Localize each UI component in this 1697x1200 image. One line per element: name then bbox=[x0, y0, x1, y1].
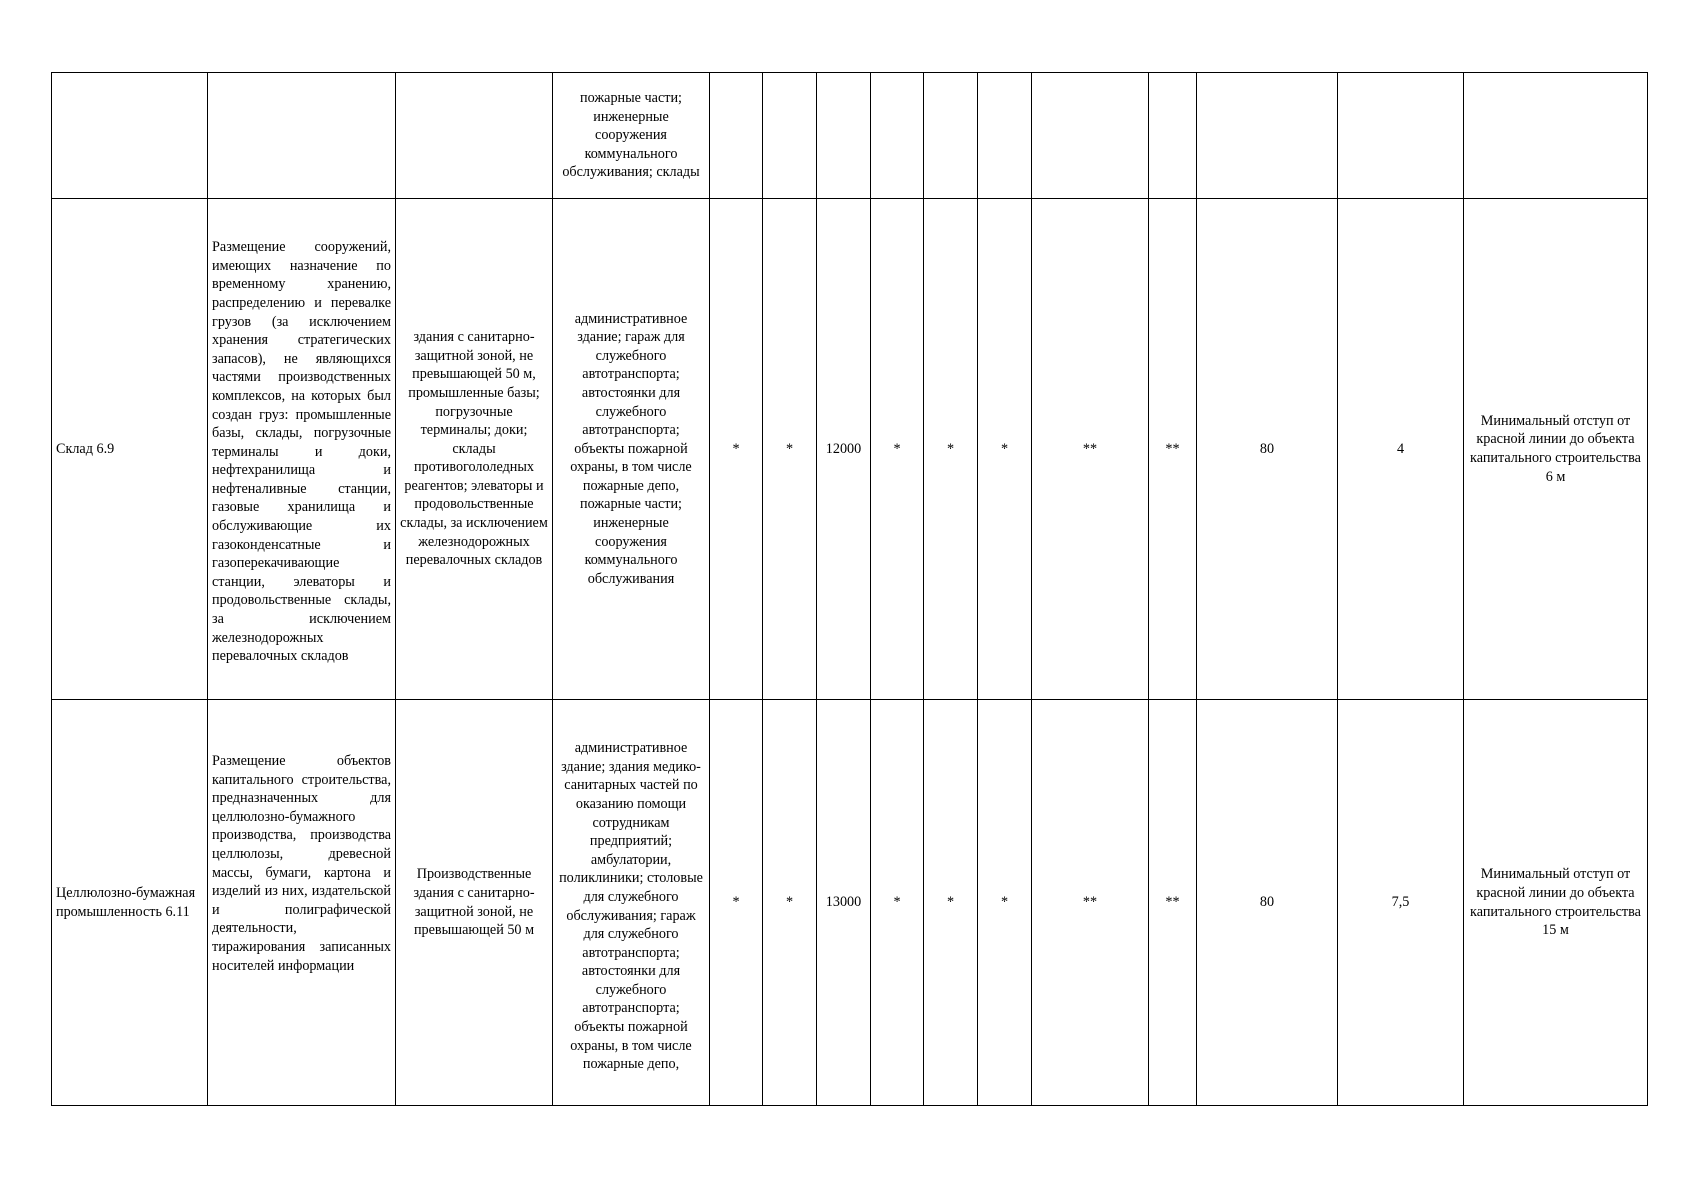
value-cell-2: * bbox=[763, 199, 817, 700]
value-cell-10: 4 bbox=[1338, 199, 1464, 700]
value-cell-6: * bbox=[978, 700, 1032, 1106]
value-cell-10 bbox=[1338, 73, 1464, 199]
use-type-name bbox=[52, 73, 208, 199]
value-cell-1 bbox=[710, 73, 763, 199]
value-cell-8 bbox=[1149, 73, 1197, 199]
value-cell-5 bbox=[924, 73, 978, 199]
note-cell bbox=[1464, 73, 1648, 199]
main-buildings bbox=[396, 73, 553, 199]
auxiliary-buildings: административное здание; гараж для служебного автотранспорта; автостоянки для служебного автотранспорта; объекты пожарной охраны, в том числе пожарные депо, пожарные части; инженерные сооружения коммунального обслуживания bbox=[553, 199, 710, 700]
use-type-name: Целлюлозно-бумажная промышленность 6.11 bbox=[52, 700, 208, 1106]
value-cell-9 bbox=[1197, 73, 1338, 199]
value-cell-2: * bbox=[763, 700, 817, 1106]
auxiliary-buildings: пожарные части; инженерные сооружения коммунального обслуживания; склады bbox=[553, 73, 710, 199]
value-cell-9: 80 bbox=[1197, 199, 1338, 700]
value-cell-1: * bbox=[710, 700, 763, 1106]
value-cell-3: 13000 bbox=[817, 700, 871, 1106]
note-cell: Минимальный отступ от красной линии до объекта капитального строительства 15 м bbox=[1464, 700, 1648, 1106]
value-cell-8: ** bbox=[1149, 199, 1197, 700]
table-row bbox=[52, 199, 1648, 700]
value-cell-7 bbox=[1032, 73, 1149, 199]
use-type-name: Склад 6.9 bbox=[52, 199, 208, 700]
auxiliary-buildings: административное здание; здания медико-санитарных частей по оказанию помощи сотрудникам предприятий; амбулатории, поликлиники; столовые для служебного обслуживания; гараж для служебного автотранспорта; автостоянки для служебного автотранспорта; объекты пожарной охраны, в том числе пожарные депо, bbox=[553, 700, 710, 1106]
use-type-description: Размещение сооружений, имеющих назначение по временному хранению, распределению и перевалке грузов (за исключением хранения стратегических запасов), не являющихся частями производственных комплексов, на которых был создан груз: промышленные базы, склады, погрузочные терминалы и доки, нефтехранилища и нефтеналивные станции, газовые хранилища и обслуживающие их газоконденсатные и газоперекачивающие станции, элеваторы и продовольственные склады, за исключением железнодорожных перевалочных складов bbox=[208, 199, 396, 700]
value-cell-1: * bbox=[710, 199, 763, 700]
value-cell-8: ** bbox=[1149, 700, 1197, 1106]
main-buildings: здания с санитарно-защитной зоной, не превышающей 50 м, промышленные базы; погрузочные терминалы; доки; склады противогололедных реагентов; элеваторы и продовольственные склады, за исключением железнодорожных перевалочных складов bbox=[396, 199, 553, 700]
value-cell-5: * bbox=[924, 199, 978, 700]
value-cell-9: 80 bbox=[1197, 700, 1338, 1106]
value-cell-10: 7,5 bbox=[1338, 700, 1464, 1106]
use-type-description: Размещение объектов капитального строительства, предназначенных для целлюлозно-бумажного производства, производства целлюлозы, древесной массы, бумаги, картона и изделий из них, издательской и полиграфической деятельности, тиражирования записанных носителей информации bbox=[208, 700, 396, 1106]
value-cell-6 bbox=[978, 73, 1032, 199]
value-cell-4: * bbox=[871, 199, 924, 700]
value-cell-7: ** bbox=[1032, 700, 1149, 1106]
note-cell: Минимальный отступ от красной линии до объекта капитального строительства 6 м bbox=[1464, 199, 1648, 700]
use-type-description bbox=[208, 73, 396, 199]
value-cell-5: * bbox=[924, 700, 978, 1106]
main-buildings: Производственные здания с санитарно-защитной зоной, не превышающей 50 м bbox=[396, 700, 553, 1106]
value-cell-4: * bbox=[871, 700, 924, 1106]
value-cell-7: ** bbox=[1032, 199, 1149, 700]
table-row bbox=[52, 700, 1648, 1106]
value-cell-6: * bbox=[978, 199, 1032, 700]
regulations-table bbox=[51, 72, 1648, 1106]
value-cell-3: 12000 bbox=[817, 199, 871, 700]
value-cell-3 bbox=[817, 73, 871, 199]
value-cell-4 bbox=[871, 73, 924, 199]
table-row bbox=[52, 73, 1648, 199]
value-cell-2 bbox=[763, 73, 817, 199]
